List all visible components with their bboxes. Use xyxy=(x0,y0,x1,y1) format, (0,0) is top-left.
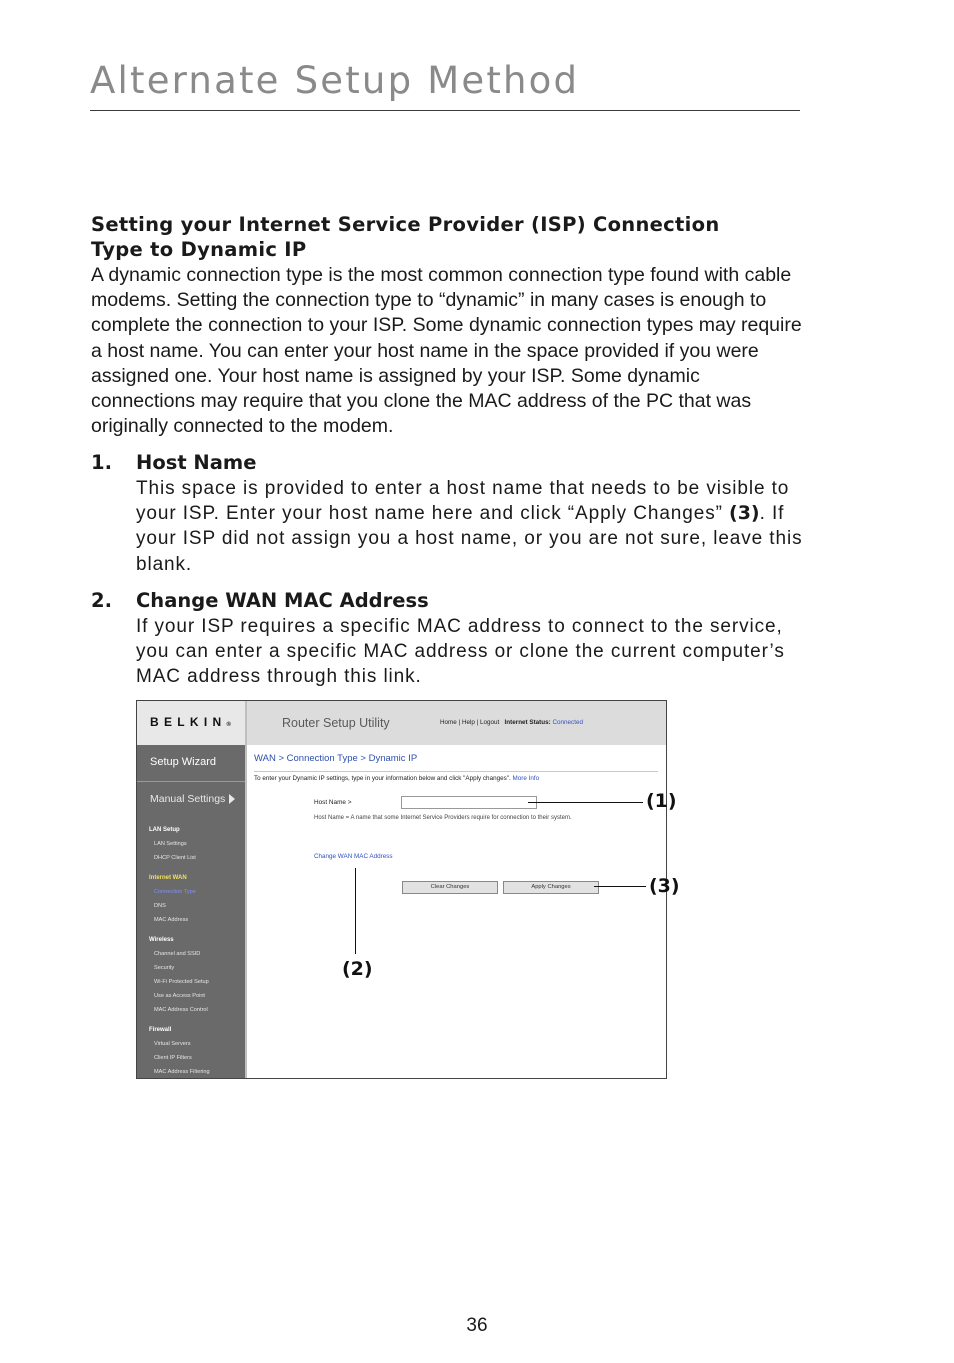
internet-status-label: Internet Status: xyxy=(504,719,551,726)
callout-2: (2) xyxy=(342,958,373,980)
breadcrumb: WAN > Connection Type > Dynamic IP xyxy=(254,753,418,764)
callout-line-3 xyxy=(594,886,646,887)
sidebar-item-channel-ssid[interactable]: Channel and SSID xyxy=(154,951,201,957)
sidebar-divider xyxy=(137,781,246,782)
sidebar-category-internet-wan: Internet WAN xyxy=(149,875,187,881)
host-name-description: Host Name = A name that some Internet Service Providers require for connection to their system. xyxy=(314,815,572,821)
sidebar-item-mac-address-control[interactable]: MAC Address Control xyxy=(154,1007,208,1013)
arrow-right-icon xyxy=(229,794,235,804)
callout-line-1 xyxy=(528,802,643,803)
header-rule xyxy=(90,110,800,111)
logo-box xyxy=(137,701,245,745)
sidebar-item-mac-address[interactable]: MAC Address xyxy=(154,917,189,923)
internet-status-value: Connected xyxy=(552,719,583,726)
step-body-text-a: This space is provided to enter a host name that needs to be visible to your ISP. Enter your host name here and click “Apply Changes” xyxy=(136,478,790,525)
home-link[interactable]: Home xyxy=(440,719,457,726)
sidebar-item-virtual-servers[interactable]: Virtual Servers xyxy=(154,1041,191,1047)
host-name-input[interactable] xyxy=(401,796,537,809)
sidebar-item-lan-settings[interactable]: LAN Settings xyxy=(154,841,187,847)
page-number: 36 xyxy=(466,1315,488,1336)
step-title: Change WAN MAC Address xyxy=(136,589,429,612)
belkin-logo-text: BELKIN xyxy=(150,715,227,729)
more-info-link[interactable]: More Info xyxy=(512,775,540,782)
sidebar-item-mac-address-filtering[interactable]: MAC Address Filtering xyxy=(154,1069,210,1075)
help-link[interactable]: Help xyxy=(461,719,475,726)
logout-link[interactable]: Logout xyxy=(480,719,500,726)
sidebar-item-client-ip-filters[interactable]: Client IP Filters xyxy=(154,1055,192,1061)
intro-paragraph: A dynamic connection type is the most common connection type found with cable modems. Setting the connection type to “dynamic” in many cases is enough to complete the connection to your ISP. Some dynamic connection types may require a host name. You can enter your host name in the space provided if you were assigned one. Your host name is assigned by your ISP. Some dynamic connections may require that you clone the MAC address of the PC that was originally connected to the modem. xyxy=(91,264,802,438)
router-sidebar xyxy=(137,745,246,1078)
top-links: Home | Help | Logout Internet Status: Connected xyxy=(440,719,583,726)
page-header-title: Alternate Setup Method xyxy=(90,59,580,102)
manual-settings-label: Manual Settings xyxy=(150,793,226,805)
sidebar-item-dhcp-client-list[interactable]: DHCP Client List xyxy=(154,855,196,861)
step-body-ref: (3) xyxy=(729,502,760,525)
sidebar-item-use-as-ap[interactable]: Use as Access Point xyxy=(154,993,205,999)
step-title: Host Name xyxy=(136,451,257,474)
clear-changes-button[interactable]: Clear Changes xyxy=(402,881,498,894)
step-body-text-b: . If your ISP did not assign you a host name, or you are not sure, leave this blank. xyxy=(136,503,803,575)
manual-settings-link[interactable] xyxy=(150,793,235,805)
callout-line-2 xyxy=(355,868,356,954)
step-body xyxy=(136,476,806,577)
page-header xyxy=(90,58,800,104)
section-title-line2: Type to Dynamic IP xyxy=(91,238,307,261)
step-number: 1. xyxy=(91,451,112,474)
sidebar-item-connection-type[interactable]: Connection Type xyxy=(154,889,196,895)
instruction-body: To enter your Dynamic IP settings, type in your information below and click "Apply changes". xyxy=(254,775,511,782)
registered-mark: ® xyxy=(226,722,231,728)
content-divider xyxy=(254,771,658,772)
step-body: If your ISP requires a specific MAC address to connect to the service, you can enter a specific MAC address or clone the current computer’s MAC address through this link. xyxy=(136,616,785,688)
apply-changes-button[interactable]: Apply Changes xyxy=(503,881,599,894)
sidebar-menu xyxy=(149,823,245,1079)
utility-title: Router Setup Utility xyxy=(282,716,390,730)
sidebar-item-security[interactable]: Security xyxy=(154,965,175,971)
sidebar-category-firewall: Firewall xyxy=(149,1027,172,1033)
sidebar-category-wireless: Wireless xyxy=(149,937,174,943)
instruction-text xyxy=(254,775,539,782)
belkin-logo xyxy=(150,715,231,729)
router-top-bar xyxy=(137,701,666,745)
callout-3: (3) xyxy=(649,875,680,897)
step-number: 2. xyxy=(91,589,112,612)
section-title-line1: Setting your Internet Service Provider (ISP) Connection xyxy=(91,213,720,236)
sidebar-category-lan-setup: LAN Setup xyxy=(149,827,180,833)
section-title xyxy=(91,212,791,262)
change-wan-mac-link[interactable]: Change WAN MAC Address xyxy=(314,853,393,860)
sidebar-item-wps[interactable]: Wi-Fi Protected Setup xyxy=(154,979,209,985)
callout-1: (1) xyxy=(646,790,677,812)
setup-wizard-link[interactable]: Setup Wizard xyxy=(150,756,217,768)
router-ui-screenshot xyxy=(136,700,667,1079)
host-name-label: Host Name > xyxy=(314,799,352,806)
sidebar-edge xyxy=(245,701,247,1078)
sidebar-item-dns[interactable]: DNS xyxy=(154,903,166,909)
